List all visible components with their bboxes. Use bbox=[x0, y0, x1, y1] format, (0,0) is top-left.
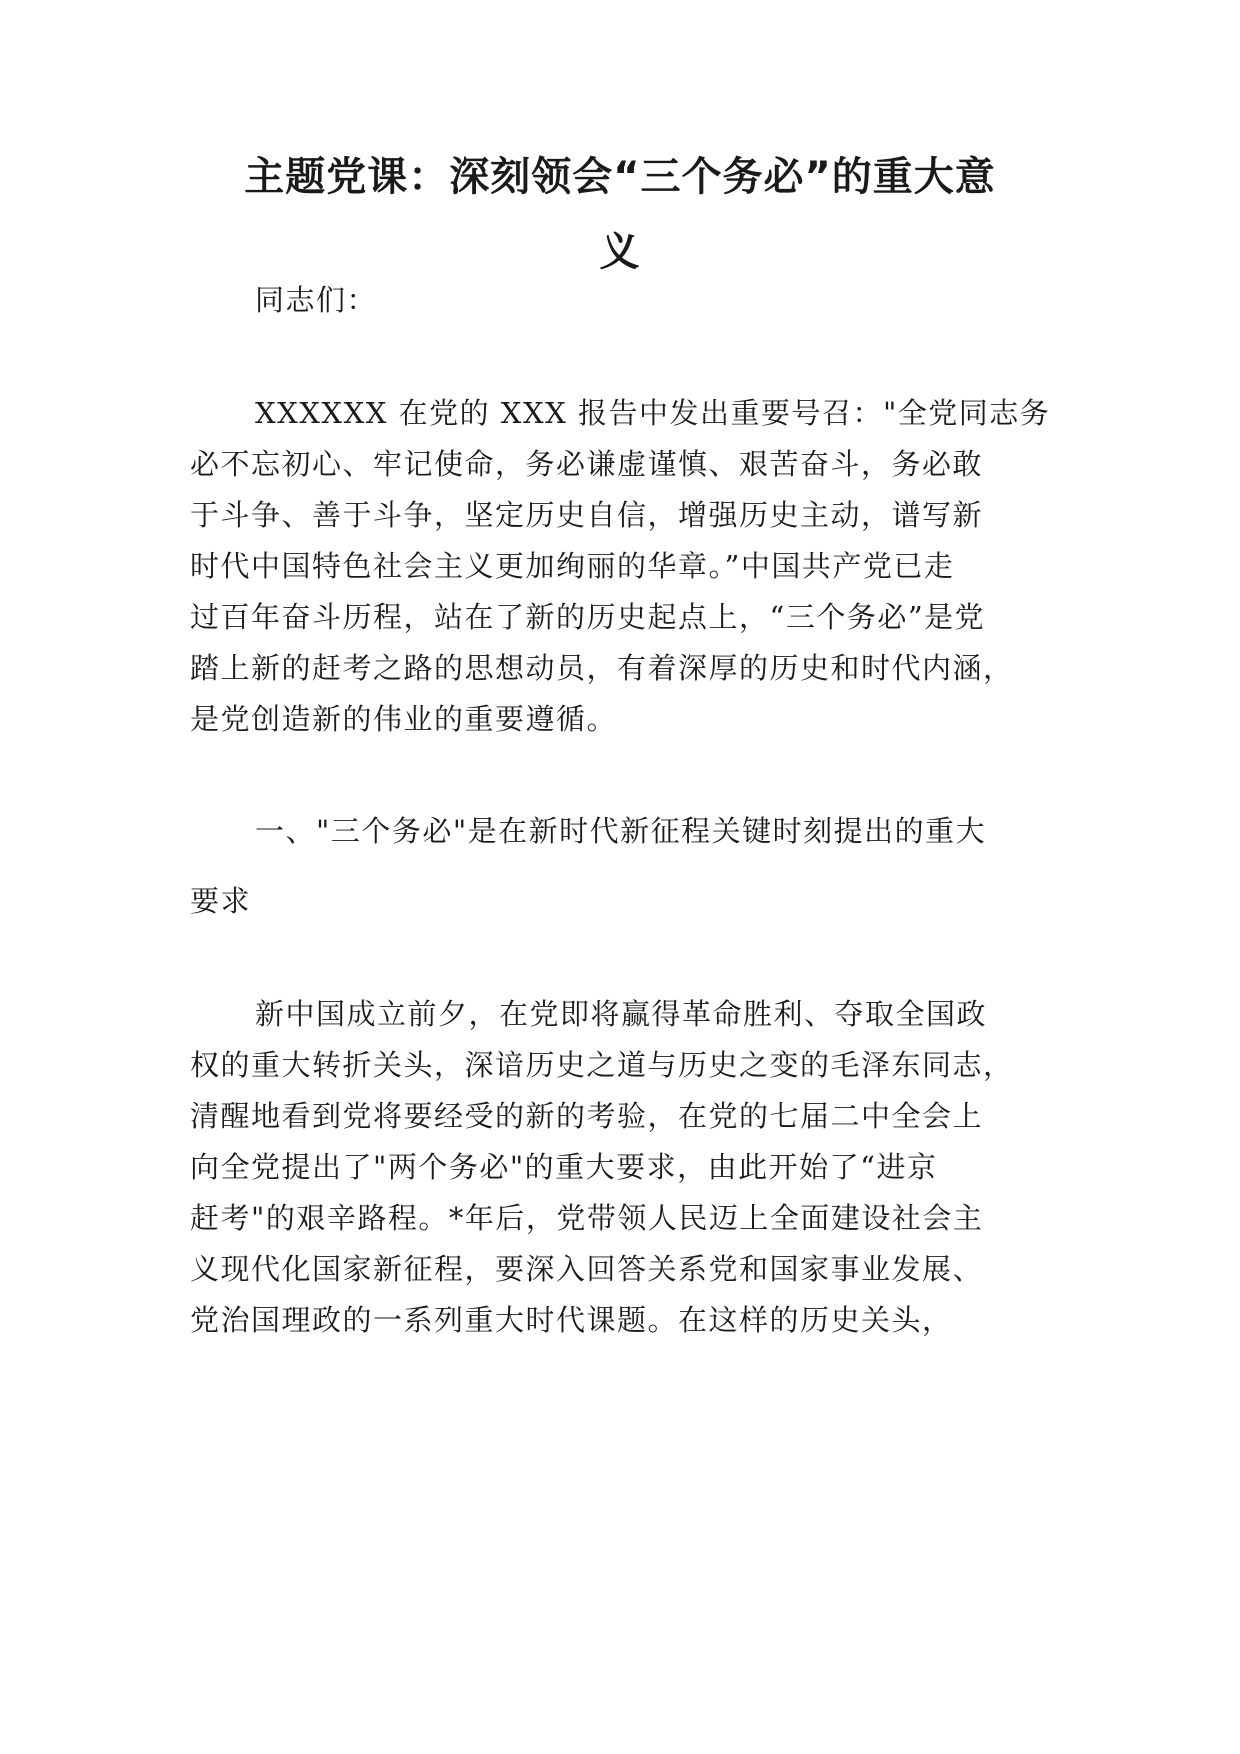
salutation: 同志们： bbox=[255, 283, 378, 317]
paragraph-line: 新中国成立前夕，在党即将赢得革命胜利、夺取全国政 bbox=[255, 997, 988, 1031]
section-heading-continued: 要求 bbox=[190, 884, 252, 918]
paragraph-line: 于斗争、善于斗争，坚定历史自信，增强历史主动，谱写新 bbox=[190, 498, 984, 532]
document-title: 主题党课：深刻领会“三个务必”的重大意 bbox=[244, 154, 996, 200]
paragraph-line: 踏上新的赶考之路的思想动员，有着深厚的历史和时代内涵， bbox=[190, 651, 1014, 685]
document-title-continued: 义 bbox=[599, 229, 641, 275]
paragraph-line: 时代中国特色社会主义更加绚丽的华章。”中国共产党已走 bbox=[190, 549, 955, 583]
paragraph-line: 过百年奋斗历程，站在了新的历史起点上，“三个务必”是党 bbox=[190, 600, 986, 634]
paragraph-line: 党治国理政的一系列重大时代课题。在这样的历史关头， bbox=[190, 1303, 953, 1337]
paragraph-line: 义现代化国家新征程，要深入回答关系党和国家事业发展、 bbox=[190, 1252, 984, 1286]
paragraph-line: 向全党提出了"两个务必"的重大要求，由此开始了“进京 bbox=[190, 1150, 938, 1184]
paragraph-line: XXXXXX 在党的 XXX 报告中发出重要号召："全党同志务 bbox=[255, 396, 1051, 430]
paragraph-line: 是党创造新的伟业的重要遵循。 bbox=[190, 702, 618, 736]
paragraph-line: 清醒地看到党将要经受的新的考验，在党的七届二中全会上 bbox=[190, 1099, 984, 1133]
section-heading: 一、"三个务必"是在新时代新征程关键时刻提出的重大 bbox=[255, 814, 987, 848]
paragraph-line: 权的重大转折关头，深谙历史之道与历史之变的毛泽东同志， bbox=[190, 1048, 1014, 1082]
paragraph-line: 赶考"的艰辛路程。*年后，党带领人民迈上全面建设社会主 bbox=[190, 1201, 984, 1235]
paragraph-line: 必不忘初心、牢记使命，务必谦虚谨慎、艰苦奋斗，务必敢 bbox=[190, 447, 984, 481]
